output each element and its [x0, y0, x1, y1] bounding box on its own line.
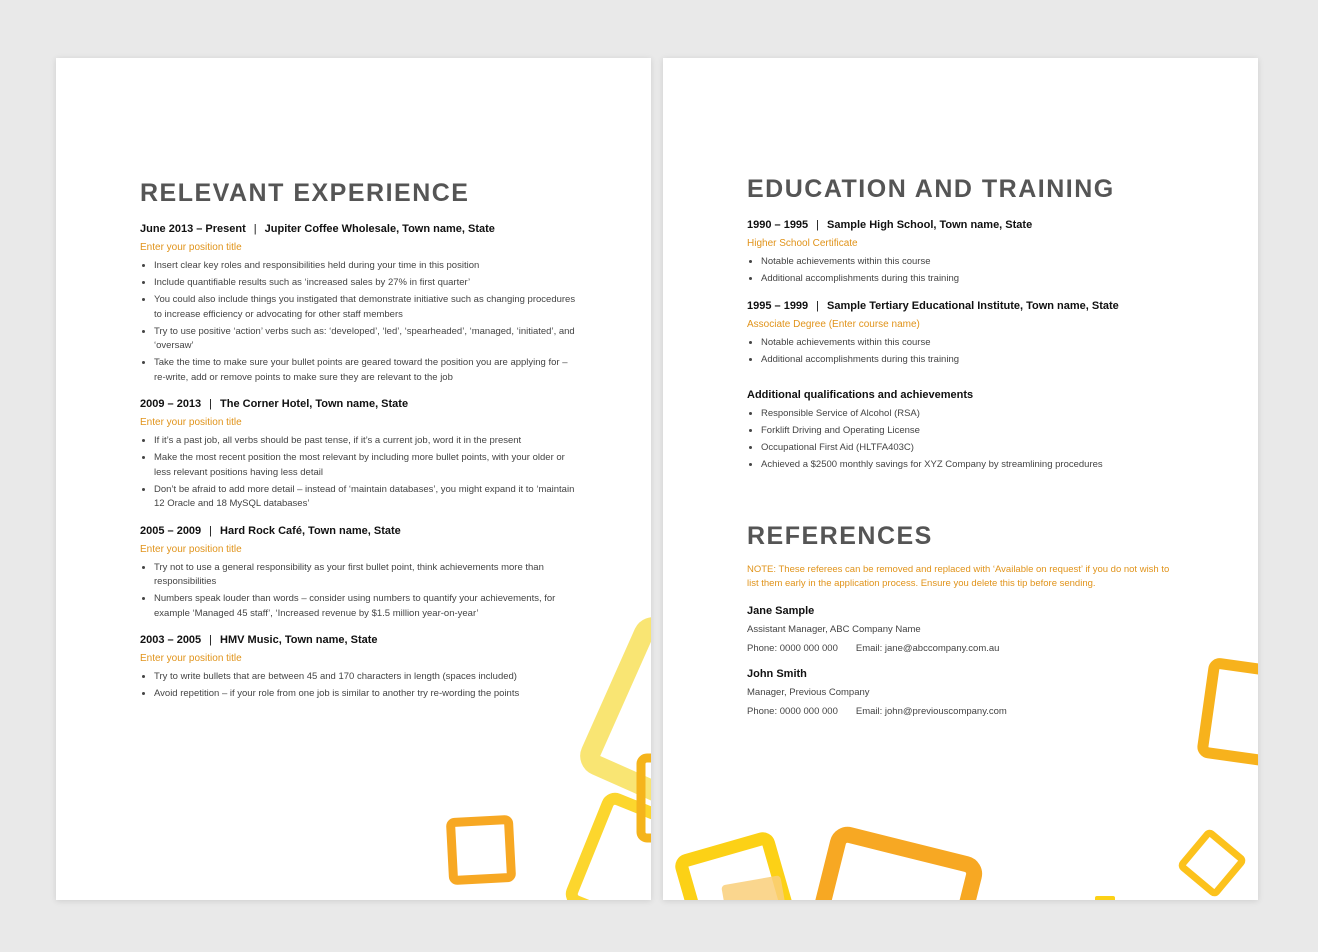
job-entry: June 2013 – Present | Jupiter Coffee Wholesale, Town name, State Enter your position title • Insert clear key roles and responsibilities held during your time in this position • Include quantifiable results such as ‘increased sales by 27% in first quarter’ • You could also include things you instigated that demonstrate initiative such as changing procedures to increase efficiency or advocating for other staff members • Try to use positive ‘action’ verbs such as: ‘developed’, ‘led’, ‘spearheaded’, ‘managed, ‘initiated’, and ‘oversaw’ • Take the time to make sure your bullet points are geared toward the position you are applying for – re-write, add or remove points to make sure they are relevant to the job [140, 222, 576, 385]
education-bullets [747, 255, 1179, 287]
education-institution: Sample Tertiary Educational Institute, Town name, State [827, 299, 1119, 312]
education-section [747, 174, 1179, 731]
position-title: Enter your position title [140, 543, 242, 555]
education-entry: 1990 – 1995 | Sample High School, Town name, State Higher School Certificate • Notable achievements within this course • Additional accomplishments during this training [747, 218, 1179, 287]
qualification-title: Higher School Certificate [747, 238, 858, 249]
job-employer: The Corner Hotel, Town name, State [220, 398, 409, 410]
job-employer: Hard Rock Café, Town name, State [220, 524, 401, 537]
reference-phone: Phone: 0000 000 000 [747, 642, 838, 654]
job-bullets [140, 259, 576, 385]
bullet-item: • You could also include things you instigated that demonstrate initiative such as changing procedures to increase efficiency or advocating for other staff members [154, 293, 576, 322]
resume-page-left [56, 58, 651, 900]
bullet-item: • Don’t be afraid to add more detail – instead of ‘maintain databases’, you might expand it to ‘maintain 12 Oracle and 18 MySQL databases’ [154, 483, 576, 512]
job-entry: 2009 – 2013 | The Corner Hotel, Town name, State Enter your position title • If it’s a past job, all verbs should be past tense, if it’s a current job, word it in the present • Make the most recent position the most relevant by including more bullet points, with your older or less relevant positions having less detail • Don’t be afraid to add more detail – instead of ‘maintain databases’, you might expand it to ‘maintain 12 Oracle and 18 MySQL databases’ [140, 397, 576, 512]
job-dates: June 2013 – Present [140, 223, 246, 235]
additional-bullets [747, 407, 1179, 473]
job-employer: HMV Music, Town name, State [220, 634, 378, 646]
bullet-item: • Insert clear key roles and responsibilities held during your time in this position [154, 259, 576, 274]
bullet-item: • Notable achievements within this course [761, 336, 1179, 351]
bullet-item: • Include quantifiable results such as ‘increased sales by 27% in first quarter’ [154, 276, 576, 291]
bullet-item: • Notable achievements within this course [761, 255, 1179, 270]
bullet-item: • Try to use positive ‘action’ verbs such as: ‘developed’, ‘led’, ‘spearheaded’, ‘managed, ‘initiated’, and ‘oversaw’ [154, 325, 576, 354]
section-title-experience: RELEVANT EXPERIENCE [140, 179, 470, 207]
reference-role: Manager, Previous Company [747, 686, 870, 698]
bullet-item: • Take the time to make sure your bullet points are geared toward the position you are applying for – re-write, add or remove points to make sure they are relevant to the job [154, 356, 576, 385]
reference-entry [747, 668, 1179, 719]
reference-entry [747, 605, 1179, 656]
bullet-item: • Achieved a $2500 monthly savings for XYZ Company by streamlining procedures [761, 458, 1179, 473]
reference-name: Jane Sample [747, 604, 815, 617]
position-title: Enter your position title [140, 417, 242, 428]
job-entry: 2005 – 2009 | Hard Rock Café, Town name, State Enter your position title • Try not to use a general responsibility as your first bullet point, think achievements more than responsibilities • Numbers speak louder than words – consider using numbers to quantify your achievements, for example ‘Managed 45 staff’, ‘Increased revenue by $1.5 million year-on-year’ [140, 524, 576, 622]
reference-name: John Smith [747, 667, 807, 680]
bullet-item: • Additional accomplishments during this training [761, 272, 1179, 287]
bullet-item: • Additional accomplishments during this training [761, 353, 1179, 368]
section-title-references: REFERENCES [747, 521, 933, 550]
bullet-item: • Responsible Service of Alcohol (RSA) [761, 407, 1179, 422]
education-dates: 1990 – 1995 [747, 219, 809, 231]
education-entry: 1995 – 1999 | Sample Tertiary Educational Institute, Town name, State Associate Degree (Enter course name) • Notable achievements within this course • Additional accomplishments during this training [747, 299, 1179, 368]
bullet-item: • Try not to use a general responsibility as your first bullet point, think achievements more than responsibilities [154, 561, 576, 590]
references-note: NOTE: These referees can be removed and replaced with ‘Available on request’ if you do not wish to list them early in the application process. Ensure you delete this tip before sending. [747, 563, 1170, 589]
reference-phone: Phone: 0000 000 000 [747, 705, 838, 717]
job-dates: 2003 – 2005 [140, 634, 202, 646]
job-employer: Jupiter Coffee Wholesale, Town name, State [264, 223, 495, 235]
bullet-item: • Try to write bullets that are between 45 and 170 characters in length (spaces included) [154, 670, 576, 685]
reference-role: Assistant Manager, ABC Company Name [747, 623, 921, 635]
bullet-item: • If it’s a past job, all verbs should be past tense, if it’s a current job, word it in the present [154, 434, 576, 449]
qualification-title: Associate Degree (Enter course name) [747, 318, 920, 330]
job-dates: 2005 – 2009 [140, 524, 202, 537]
position-title: Enter your position title [140, 242, 242, 253]
experience-section [140, 178, 576, 714]
job-bullets [140, 670, 576, 702]
education-bullets [747, 336, 1179, 368]
job-entry: 2003 – 2005 | HMV Music, Town name, State Enter your position title • Try to write bullets that are between 45 and 170 characters in length (spaces included) • Avoid repetition – if your role from one job is similar to another try re-wording the points [140, 633, 576, 702]
education-dates: 1995 – 1999 [747, 299, 809, 312]
bullet-item: • Numbers speak louder than words – consider using numbers to quantify your achievements, for example ‘Managed 45 staff’, ‘Increased revenue by $1.5 million year-on-year’ [154, 592, 576, 621]
education-institution: Sample High School, Town name, State [827, 219, 1033, 231]
bullet-item: • Make the most recent position the most relevant by including more bullet points, with your older or less relevant positions having less detail [154, 451, 576, 480]
resume-page-right [663, 58, 1258, 900]
job-bullets [140, 561, 576, 622]
reference-email: Email: jane@abccompany.com.au [855, 642, 1000, 654]
position-title: Enter your position title [140, 653, 242, 664]
bullet-item: • Occupational First Aid (HLTFA403C) [761, 441, 1179, 456]
reference-email: Email: john@previouscompany.com [855, 705, 1007, 717]
job-dates: 2009 – 2013 [140, 398, 202, 410]
job-bullets [140, 434, 576, 512]
bullet-item: • Avoid repetition – if your role from one job is similar to another try re-wording the points [154, 687, 576, 702]
additional-qualifications-heading: Additional qualifications and achievements [747, 389, 974, 401]
bullet-item: • Forklift Driving and Operating License [761, 424, 1179, 439]
section-title-education: EDUCATION AND TRAINING [747, 175, 1115, 203]
